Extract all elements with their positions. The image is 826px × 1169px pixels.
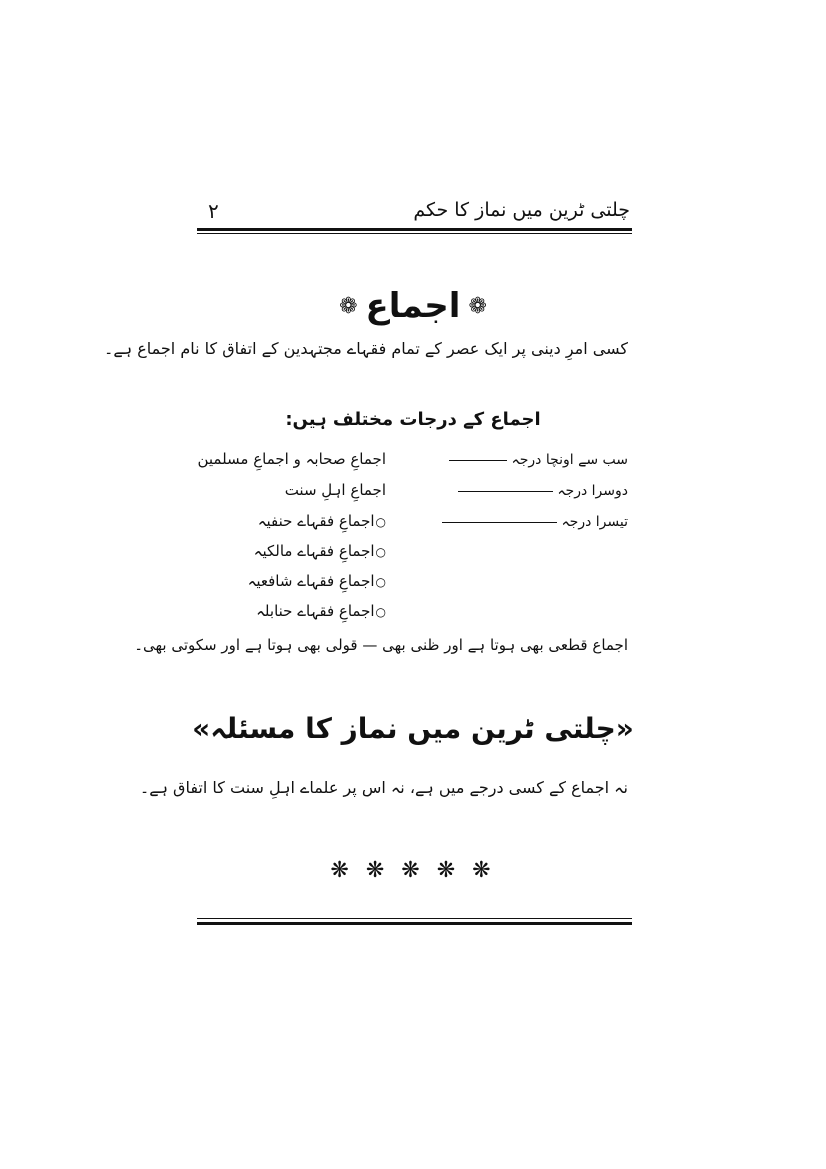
consensus-item: اجماعِ صحابہ و اجماعِ مسلمین [197,450,386,468]
consensus-item: اجماعِ فقہاے مالکیہ [253,542,375,560]
degree-label-text: دوسرا درجہ [557,483,628,499]
consensus-list-item [236,512,386,530]
consensus-item: اجماعِ فقہاے شافعیہ [247,572,375,590]
degree-label-text: سب سے اونچا درجہ [511,452,628,468]
footer-rule-thin [197,918,632,919]
circle-bullet-icon: ○ [375,545,386,559]
ornament-right-icon: ❁ [468,293,487,319]
leader-line [442,522,557,523]
degree-label-first [449,452,628,468]
ornament-left-icon: ❁ [339,293,358,319]
consensus-types-note: اجماع قطعی بھی ہوتا ہے اور ظنی بھی — قولی بھی ہوتا ہے اور سکوتی بھی۔ [134,636,628,654]
degrees-heading: اجماع کے درجات مختلف ہیں: [285,409,541,430]
issue-title: «چلتی ٹرین میں نماز کا مسئلہ» [192,712,634,745]
header-rule-thick [197,228,632,231]
consensus-list-item [236,542,386,560]
circle-bullet-icon: ○ [375,605,386,619]
issue-heading [0,712,826,745]
leader-line [449,460,507,461]
page-number: ۲ [208,199,219,223]
consensus-item: اجماعِ اہلِ سنت [284,481,386,499]
footer-rule-thick [197,922,632,925]
section-title: اجماع [365,286,461,326]
section-heading [0,286,826,326]
consensus-item: اجماعِ فقہاے حنفیہ [257,512,375,530]
circle-bullet-icon: ○ [375,515,386,529]
definition-paragraph: کسی امرِ دینی پر ایک عصر کے تمام فقہاے مجتہدین کے اتفاق کا نام اجماع ہے۔ [104,339,628,358]
star-divider [0,858,826,883]
header-rule-thin [197,233,632,234]
degree-label-second [458,483,628,499]
degree-label-third [442,514,628,530]
circle-bullet-icon: ○ [375,575,386,589]
degree-label-text: تیسرا درجہ [561,514,628,530]
consensus-list-item [236,572,386,590]
star-divider-icons: ❋ ❋ ❋ ❋ ❋ [330,858,496,883]
issue-paragraph: نہ اجماع کے کسی درجے میں ہے، نہ اس پر علماے اہلِ سنت کا اتفاق ہے۔ [139,778,628,797]
running-header-title: چلتی ٹرین میں نماز کا حکم [413,199,630,221]
consensus-list-item [236,602,386,620]
consensus-item: اجماعِ فقہاے حنابلہ [256,602,375,620]
leader-line [458,491,553,492]
